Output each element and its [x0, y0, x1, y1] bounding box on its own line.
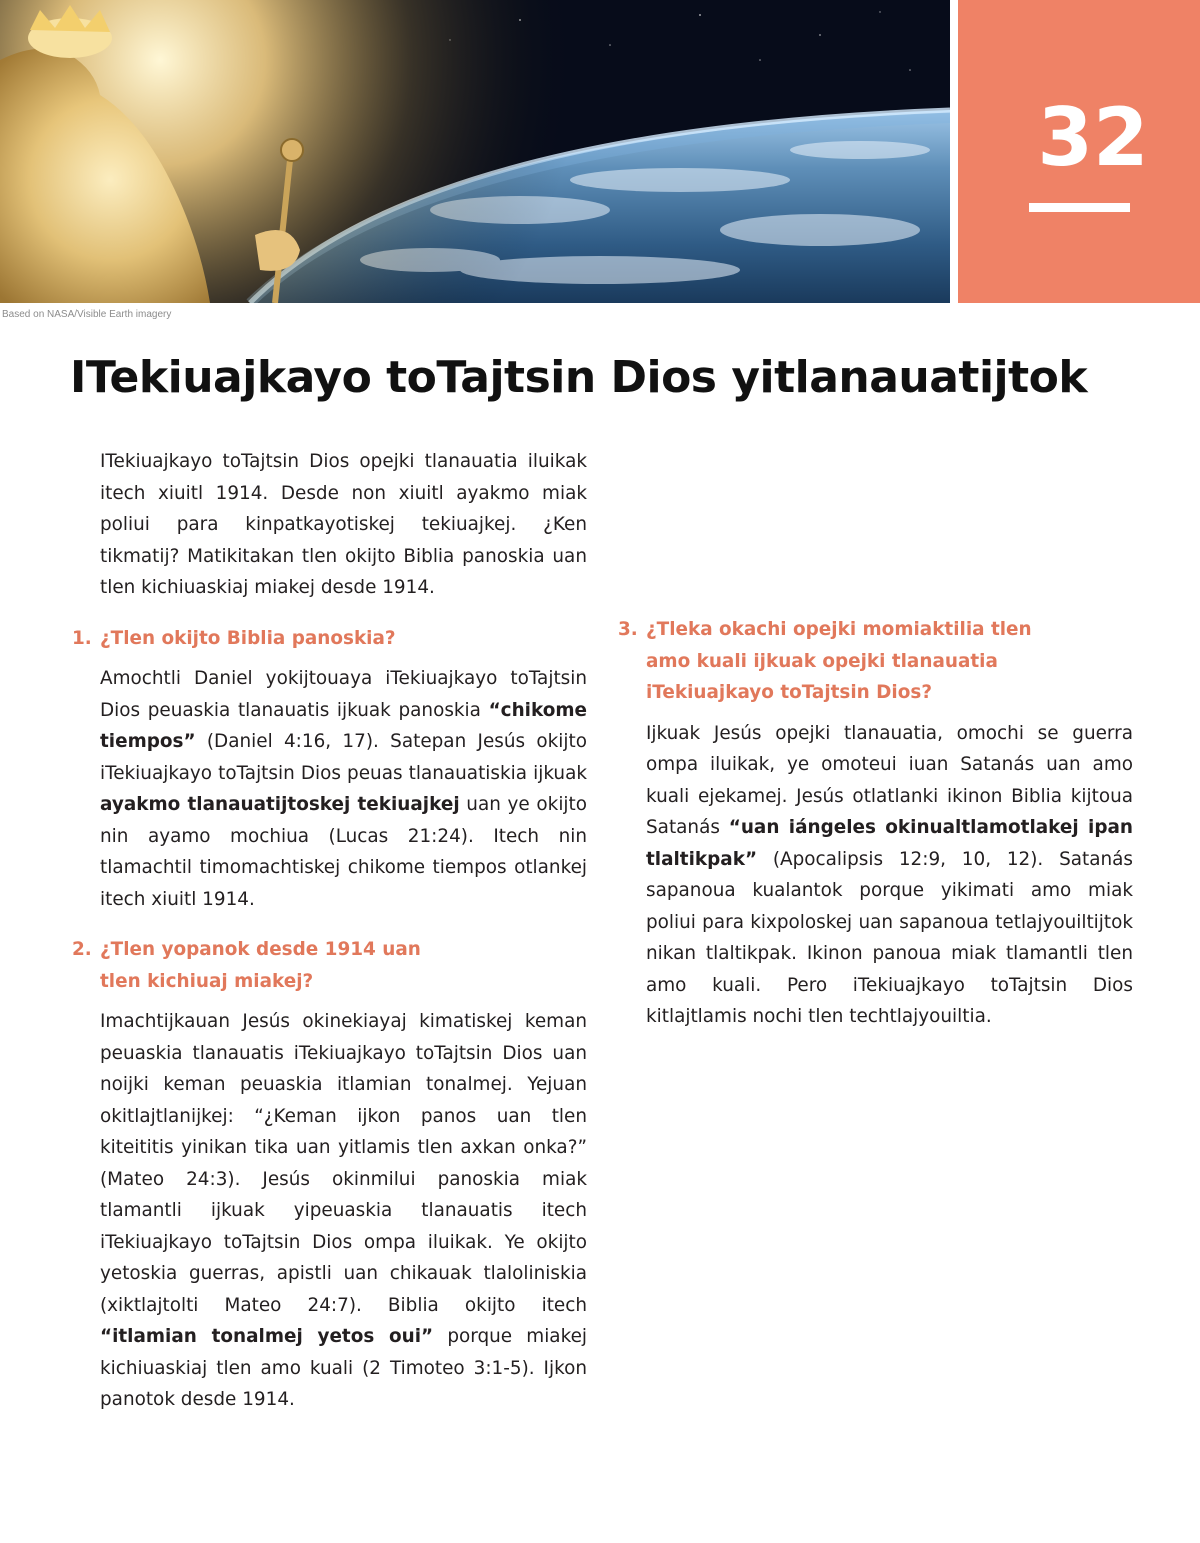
question-number: 3.	[618, 619, 638, 640]
question-number: 2.	[72, 939, 92, 960]
lesson-number-badge	[958, 0, 1200, 303]
left-column	[72, 446, 587, 1416]
right-column	[618, 614, 1133, 1033]
answer-paragraph: Imachtijkauan Jesús okinekiayaj kimatiskej keman peuaskia tlanauatis iTekiuajkayo toTajtsin Dios uan noijki keman peuaskia itlamian tonalmej. Yejuan okitlajtlanijkej: “¿Keman ijkon panos uan tlen kiteititis yinikan tika uan yitlamis tlen axkan onka?” (Mateo 24:3). Jesús okinmilui panoskia miak tlamantli ijkuak yipeuaskia tlanauatis itech iTekiuajkayo toTajtsin Dios ompa iluikak. Ye okijto yetoskia guerras, apistli uan chikauak tlaloliniskia (xiktlajtolti Mateo 24:7). Biblia okijto itech “itlamian tonalmej yetos oui” porque miakej kichiuaskiaj tlen amo kuali (2 Timoteo 3:1-5). Ijkon panotok desde 1914.	[100, 1011, 587, 1410]
hero-image	[0, 0, 950, 303]
image-credit: Based on NASA/Visible Earth imagery	[2, 309, 172, 320]
question-number: 1.	[72, 627, 92, 649]
answer-paragraph: Amochtli Daniel yokijtouaya iTekiuajkayo toTajtsin Dios peuaskia tlanauatis ijkuak panoskia “chikome tiempos” (Daniel 4:16, 17). Satepan Jesús okijto iTekiuajkayo toTajtsin Dios peuas tlanauatiskia ijkuak ayakmo tlanauatijtoskej tekiuajkej uan ye okijto nin ayamo mochiua (Lucas 21:24). Itech nin tlamachtil timomachtiskej chikome tiempos otlankej itech xiuitl 1914.	[100, 668, 587, 910]
badge-underline	[1029, 203, 1130, 212]
question-heading: 3. ¿Tleka okachi opejki momiaktilia tlen amo kuali ijkuak opejki tlanauatia iTekiuajkayo toTajtsin Dios?	[646, 614, 1066, 709]
answer-paragraph: Ijkuak Jesús opejki tlanauatia, omochi se guerra ompa iluikak, ye omoteui iuan Satanás uan amo kuali ejekamej. Jesús otlatlanki ikinon Biblia kijtoua Satanás “uan iángeles okinualtlamotlakej ipan tlaltikpak” (Apocalipsis 12:9, 10, 12). Satanás sapanoua kualantok porque yikimati amo miak poliui para kixpoloskej uan sapanoua tetlajyouiltijtok nikan tlaltikpak. Ikinon panoua miak tlamantli tlen amo kuali. Pero iTekiuajkayo toTajtsin Dios kitlajtlamis nochi tlen techtlajyouiltia.	[646, 722, 1133, 1027]
question-heading: 1. ¿Tlen okijto Biblia panoskia?	[100, 623, 587, 655]
question-heading: 2. ¿Tlen yopanok desde 1914 uan tlen kichiuaj miakej?	[100, 934, 430, 997]
earth-from-space-illustration	[0, 0, 950, 303]
lesson-number: 32	[1037, 91, 1149, 184]
page-title: ITekiuajkayo toTajtsin Dios yitlanauatijtok	[70, 352, 1088, 403]
intro-paragraph: ITekiuajkayo toTajtsin Dios opejki tlanauatia iluikak itech xiuitl 1914. Desde non xiuitl ayakmo miak poliui para kinpatkayotiskej tekiuajkej. ¿Ken tikmatij? Matikitakan tlen okijto Biblia panoskia uan tlen kichiuaskiaj miakej desde 1914.	[100, 451, 587, 598]
